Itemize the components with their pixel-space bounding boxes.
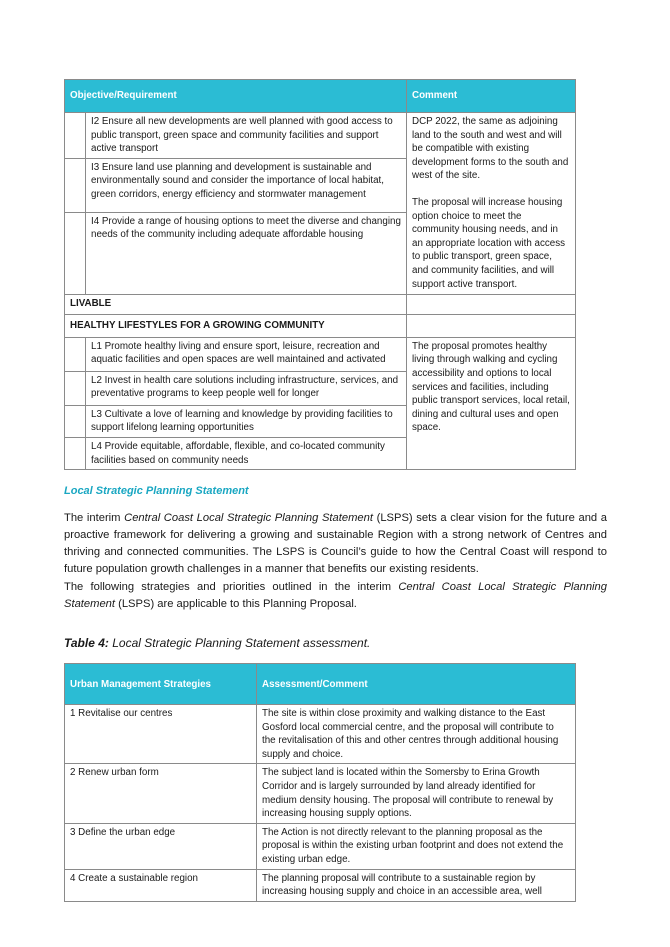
comment-dcp: DCP 2022, the same as adjoining land to the south and west and will be compatible with existing development forms to the south and west of the site. — [412, 116, 569, 182]
paragraph-lsps-intro: The interim Central Coast Local Strategic Planning Statement (LSPS) sets a clear vision for the future and a proactive framework for delivering a growing and sustainable Region with a strong network of Centres and thriving and connected communities. The LSPS is Council’s guide to how the Central Coast will respond to future population growth challenges in a manner that benefits our existing residents. — [64, 512, 607, 575]
header-strategies: Urban Management Strategies — [65, 664, 257, 705]
header-comment: Comment — [407, 80, 576, 113]
comment-healthy-living: The proposal promotes healthy living through walking and cycling accessibility and options to local services and facilities, including public transport services, local retail, dining and cultural uses and open space. — [407, 337, 576, 469]
assessment-cell: The planning proposal will contribute to a sustainable region by increasing housing supply and choice in an accessible area, well — [257, 869, 576, 901]
assessment-cell: The Action is not directly relevant to the planning proposal as the proposal is within the existing urban footprint and does not extend the existing urban edge. — [257, 823, 576, 869]
objective-l4: L4 Provide equitable, affordable, flexible, and co-located community facilities based on community needs — [86, 437, 407, 469]
objective-l1: L1 Promote healthy living and ensure sport, leisure, recreation and aquatic facilities and open spaces are well maintained and activated — [86, 337, 407, 371]
objective-i2: I2 Ensure all new developments are well planned with good access to public transport, green space and community facilities and support active transport — [86, 113, 407, 159]
table-caption: Table 4: Local Strategic Planning Statement assessment. — [64, 636, 371, 650]
objective-i4: I4 Provide a range of housing options to meet the diverse and changing needs of the community including adequate affordable housing — [86, 212, 407, 294]
objective-l3: L3 Cultivate a love of learning and knowledge by providing facilities to support lifelong learning opportunities — [86, 405, 407, 437]
comment-cell-housing — [407, 113, 576, 295]
section-heading: Local Strategic Planning Statement — [64, 485, 249, 497]
strategy-cell: 2 Renew urban form — [65, 764, 257, 823]
paragraph-lsps-applicable: The following strategies and priorities outlined in the interim Central Coast Local Strategic Planning Statement (LSPS) are applicable to this Planning Proposal. — [64, 581, 607, 610]
header-objective: Objective/Requirement — [65, 80, 407, 113]
objectives-table — [64, 79, 576, 470]
assessment-cell: The site is within close proximity and walking distance to the East Gosford local commercial centre, and the proposal will contribute to the revitalisation of this and other centres through additional housing supply and choice. — [257, 705, 576, 764]
table-row — [65, 869, 576, 901]
strategy-cell: 3 Define the urban edge — [65, 823, 257, 869]
table-row — [65, 705, 576, 764]
objective-i3: I3 Ensure land use planning and development is sustainable and environmentally sound and consider the importance of local habitat, green corridors, energy efficiency and stormwater management — [86, 158, 407, 212]
header-assessment: Assessment/Comment — [257, 664, 576, 705]
strategy-cell: 1 Revitalise our centres — [65, 705, 257, 764]
table-row — [65, 764, 576, 823]
objective-l2: L2 Invest in health care solutions including infrastructure, services, and preventative programs to keep people well for longer — [86, 371, 407, 405]
strategy-cell: 4 Create a sustainable region — [65, 869, 257, 901]
table-row — [65, 823, 576, 869]
section-healthy-lifestyles: HEALTHY LIFESTYLES FOR A GROWING COMMUNITY — [65, 314, 407, 337]
assessment-cell: The subject land is located within the Somersby to Erina Growth Corridor and is largely surrounded by land already identified for medium density housing. The proposal will contribute to renewal by increasing housing supply options. — [257, 764, 576, 823]
lsps-assessment-table — [64, 663, 576, 902]
section-livable: LIVABLE — [65, 294, 407, 314]
comment-housing: The proposal will increase housing option choice to meet the community housing needs, and in an appropriate location with access to public transport, green space, and community facilities, and will support active transport. — [412, 196, 566, 290]
